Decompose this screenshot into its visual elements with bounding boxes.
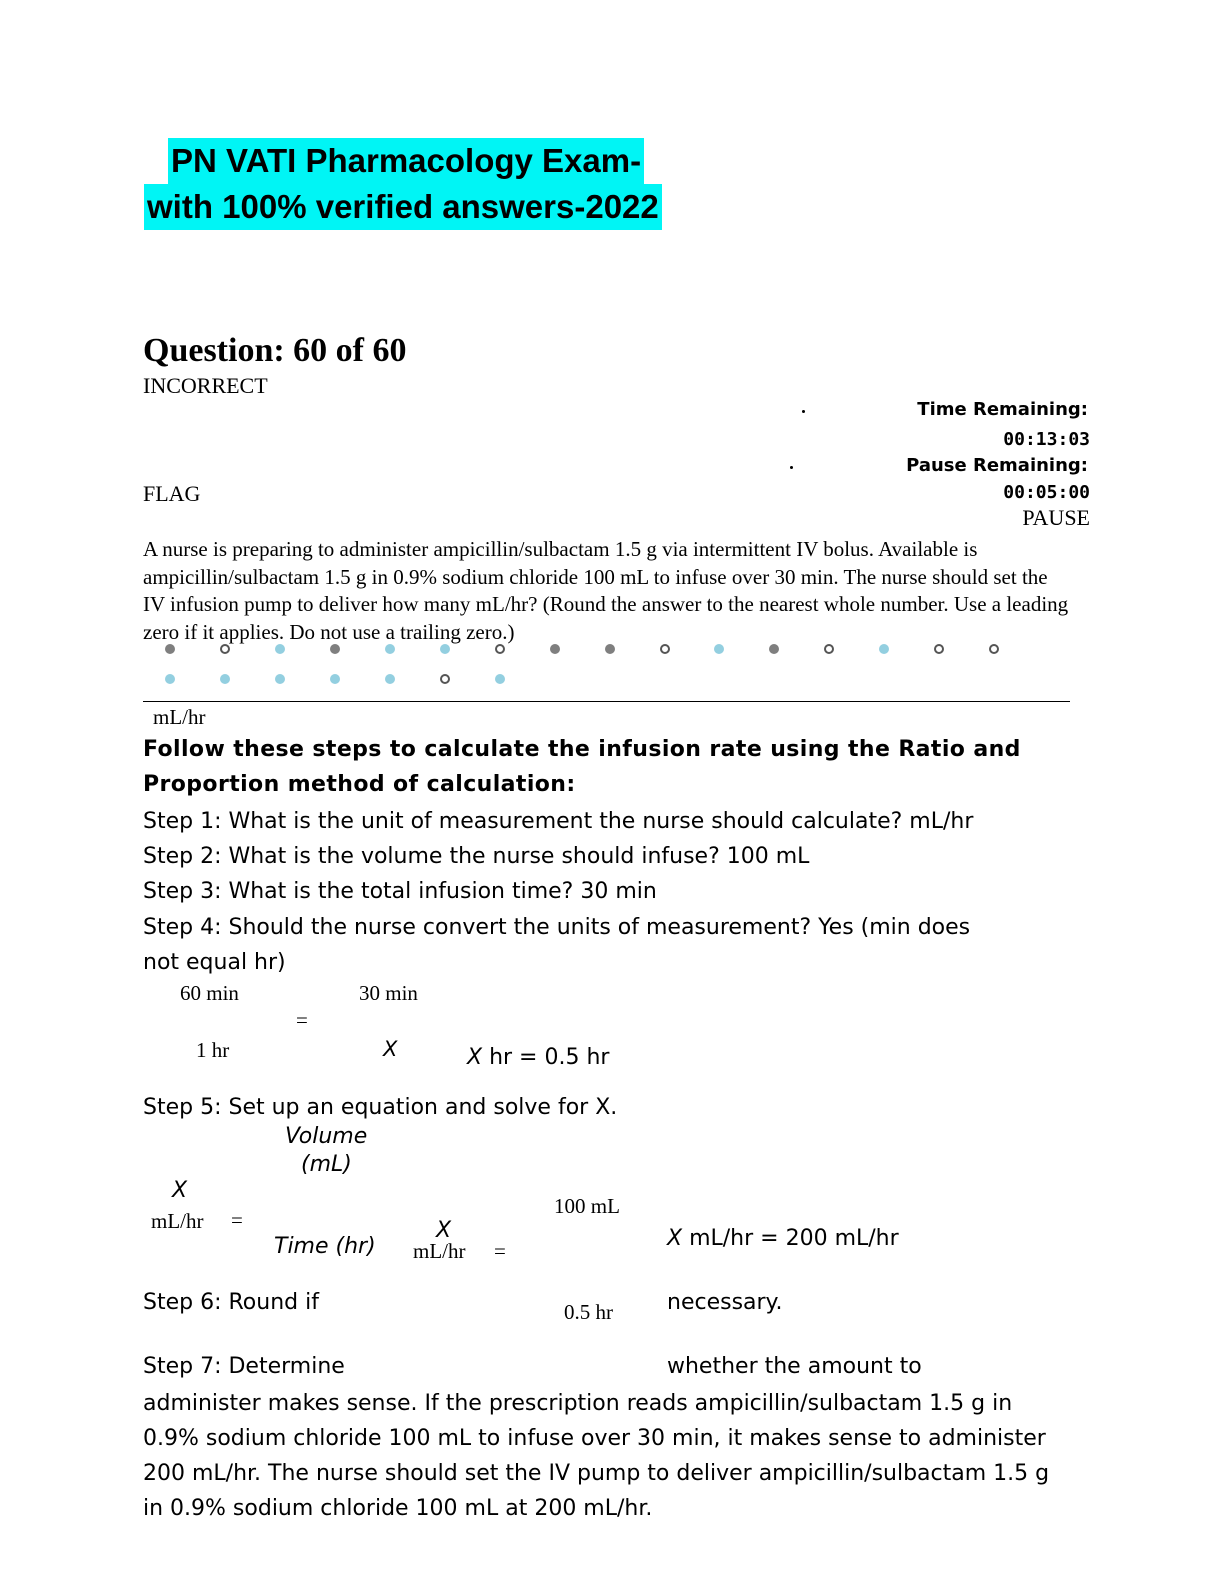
eq2-sub-denominator: 0.5 hr [564,1300,613,1324]
answer-unit: mL/hr [153,705,206,729]
pause-remaining-value: 00:05:00 [1003,482,1090,503]
eq1-equals: = [296,1008,308,1032]
eq1-right-denominator: X [383,1037,398,1061]
eq2-lhs-unit: mL/hr [151,1209,204,1233]
bullet-pause [790,466,793,469]
eq1-result-text: hr = 0.5 hr [482,1045,610,1070]
eq2-sub-numerator: 100 mL [554,1194,620,1218]
answer-input-line[interactable] [143,701,1070,702]
pause-remaining-label: Pause Remaining: [906,455,1088,476]
step-7-explanation: administer makes sense. If the prescription reads ampicillin/sulbactam 1.5 g in 0.9% sodium chloride 100 mL to infuse over 30 min, it makes sense to administer 200 mL/hr. The nurse should set the IV pump to deliver ampicillin/sulbactam 1.5 g in 0.9% sodium chloride 100 mL at 200 mL/hr. [143,1391,1050,1521]
nav-dot[interactable] [495,644,505,654]
eq2-equals: = [231,1208,243,1232]
time-remaining-value: 00:13:03 [1003,429,1090,450]
nav-dot[interactable] [550,644,560,654]
rationale-intro-line-1: Follow these steps to calculate the infusion rate using the Ratio and [143,737,1021,762]
pause-button[interactable]: PAUSE [1022,505,1090,530]
eq2-formula-numerator-1: Volume [285,1124,368,1149]
eq2-x2-var: X [436,1218,452,1243]
nav-dot[interactable] [769,644,779,654]
eq1-left-numerator: 60 min [180,981,239,1005]
document-title-line-2: with 100% verified answers-2022 [144,184,662,230]
step-5: Step 5: Set up an equation and solve for X. [143,1095,618,1120]
step-6-end: necessary. [667,1290,783,1315]
nav-dot[interactable] [275,674,285,684]
time-remaining-label: Time Remaining: [917,399,1088,420]
nav-dot[interactable] [220,644,230,654]
nav-dot[interactable] [220,674,230,684]
nav-dot[interactable] [934,644,944,654]
nav-dot[interactable] [714,644,724,654]
nav-dot[interactable] [330,644,340,654]
eq2-result-text: mL/hr = 200 mL/hr [682,1226,899,1251]
question-status: INCORRECT [143,373,268,398]
eq2-result-var: X [667,1226,683,1251]
eq2-formula-numerator-2: (mL) [301,1152,352,1177]
eq1-result-var: X [467,1045,483,1070]
nav-dot[interactable] [165,674,175,684]
nav-dot[interactable] [989,644,999,654]
flag-button[interactable]: FLAG [143,481,201,506]
nav-dot[interactable] [660,644,670,654]
rationale-intro-line-2: Proportion method of calculation: [143,772,576,797]
nav-dot[interactable] [824,644,834,654]
document-title-line-1: PN VATI Pharmacology Exam- [168,138,644,184]
nav-dot[interactable] [605,644,615,654]
eq1-result [467,1045,609,1070]
question-text: A nurse is preparing to administer ampicillin/sulbactam 1.5 g via intermittent IV bolus. Available is ampicillin/sulbactam 1.5 g in 0.9% sodium chloride 100 mL to infuse over 30 min. The nurse should set the IV infusion pump to deliver how many mL/hr? (Round the answer to the nearest whole number. Use a leading zero if it applies. Do not use a trailing zero.) [143,537,1069,644]
step-3: Step 3: What is the total infusion time? 30 min [143,879,657,904]
eq1-left-denominator: 1 hr [196,1038,230,1062]
step-1: Step 1: What is the unit of measurement the nurse should calculate? mL/hr [143,809,974,834]
step-2: Step 2: What is the volume the nurse should infuse? 100 mL [143,844,810,869]
nav-dot[interactable] [440,644,450,654]
step-7-end: whether the amount to [667,1354,922,1379]
step-6-start: Step 6: Round if [143,1290,319,1315]
question-heading: Question: 60 of 60 [143,332,407,369]
bullet-time [802,410,805,413]
step-4-line-1: Step 4: Should the nurse convert the units of measurement? Yes (min does [143,915,971,940]
nav-dot[interactable] [385,674,395,684]
eq2-lhs-var: X [172,1178,188,1203]
step-4-line-2: not equal hr) [143,950,286,975]
nav-dot[interactable] [165,644,175,654]
nav-dot[interactable] [385,644,395,654]
eq2-formula-denominator: Time (hr) [274,1234,376,1259]
nav-dot[interactable] [495,674,505,684]
eq2-result [667,1226,899,1251]
nav-dot[interactable] [275,644,285,654]
eq2-x2-unit: mL/hr [413,1239,466,1263]
eq2-equals-2: = [494,1239,506,1263]
step-7-start: Step 7: Determine [143,1354,345,1379]
nav-dot[interactable] [330,674,340,684]
eq1-right-numerator: 30 min [359,981,418,1005]
nav-dot[interactable] [440,674,450,684]
nav-dot[interactable] [879,644,889,654]
